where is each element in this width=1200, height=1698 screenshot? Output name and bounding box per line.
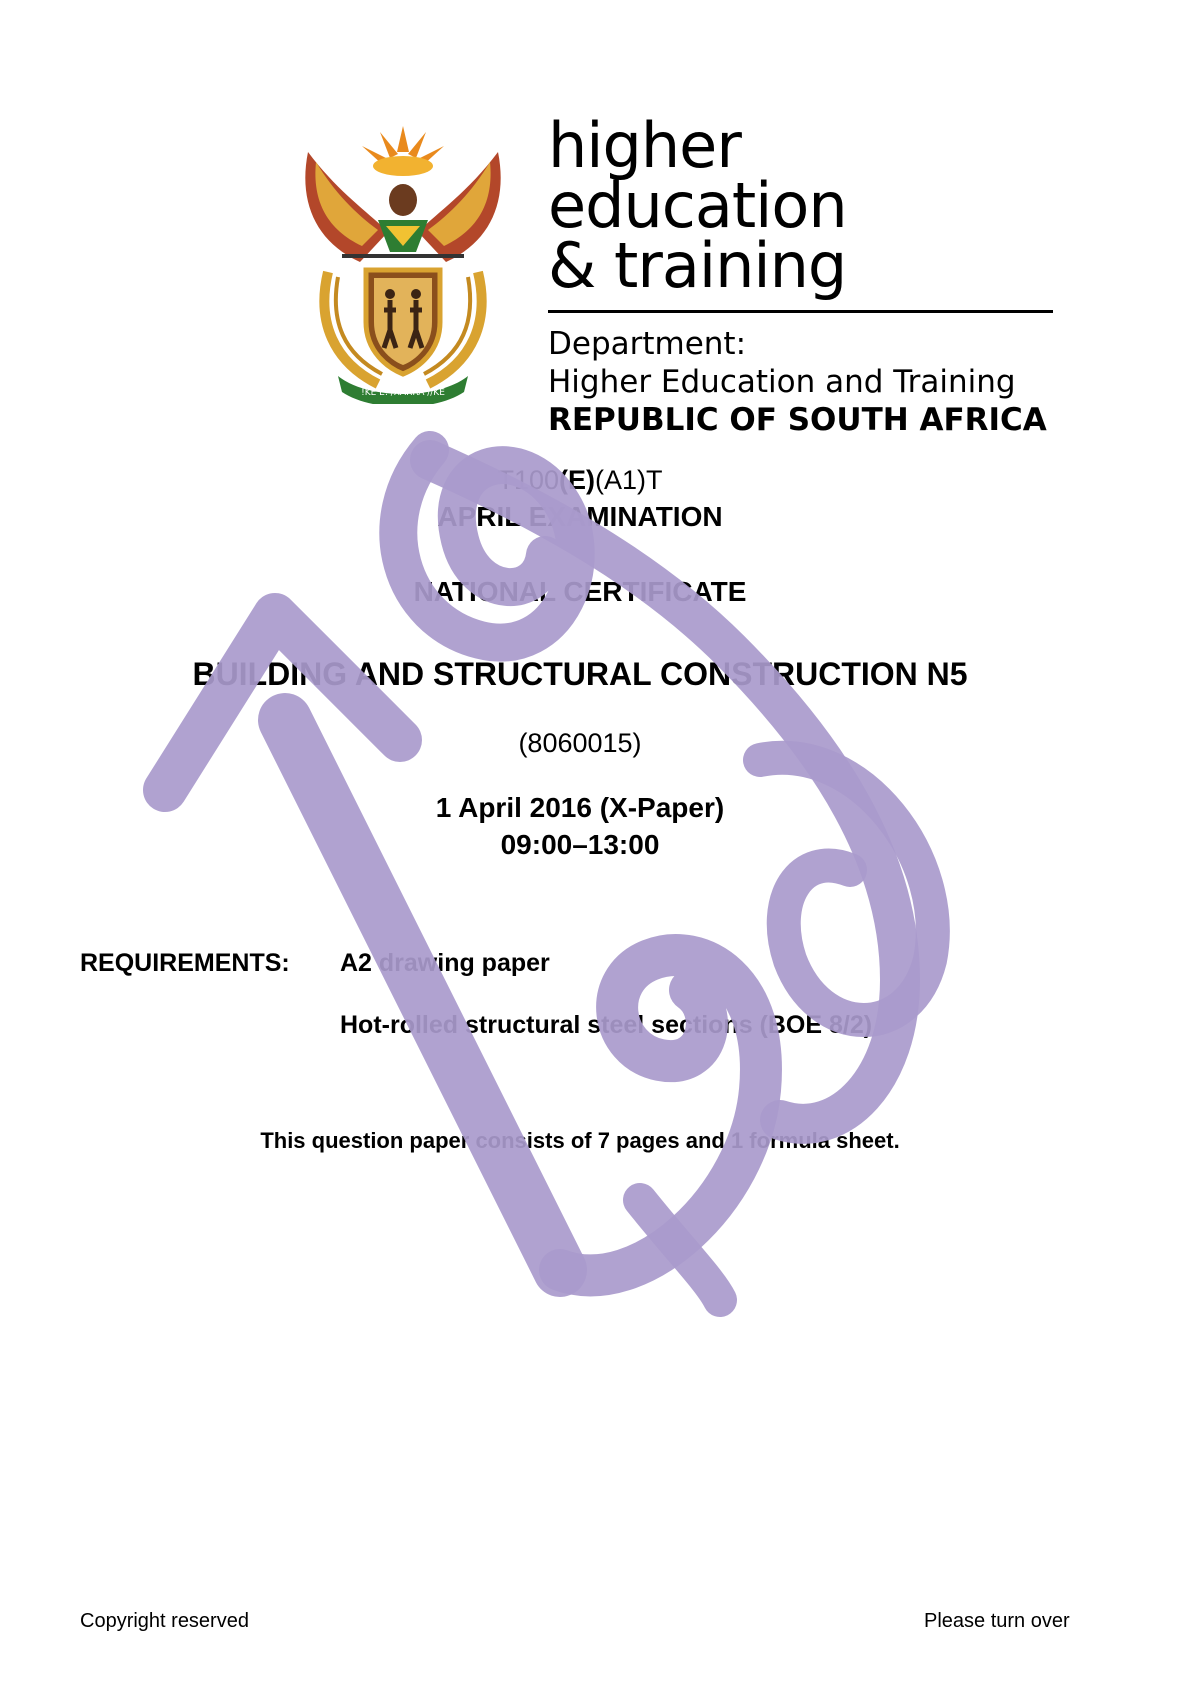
paper-code-prefix: T100 [497,465,560,495]
department-name: Higher Education and Training [548,364,1016,400]
subject-title: BUILDING AND STRUCTURAL CONSTRUCTION N5 [192,656,968,692]
exam-session: APRIL EXAMINATION [437,501,723,532]
department-label: Department: [548,326,747,362]
exam-time: 09:00–13:00 [500,829,660,860]
paper-code-suffix: (A1)T [595,465,663,495]
requirement-item: A2 drawing paper [340,949,550,977]
crest-motto: !KE E: /XARRA //KE [361,388,445,398]
department-block [548,109,1058,439]
department-divider [548,310,1053,313]
footer-turn-over: Please turn over [924,1610,1070,1632]
exam-date: 1 April 2016 (X-Paper) [435,792,725,823]
subject-code: (8060015) [518,728,642,758]
department-country: REPUBLIC OF SOUTH AFRICA [548,402,1047,438]
coat-of-arms-logo [298,122,508,404]
department-wordmark: higher education & training [548,109,847,302]
paper-code-language: (E) [559,465,596,495]
paper-code [0,465,1160,496]
page-count-note: This question paper consists of 7 pages and 1 formula sheet. [260,1128,900,1153]
requirements-label: REQUIREMENTS: [80,949,290,977]
certificate-title: NATIONAL CERTIFICATE [413,576,747,607]
requirement-item: Hot-rolled structural steel sections (BOE 8/2) [340,1011,873,1039]
footer-copyright: Copyright reserved [80,1610,249,1632]
